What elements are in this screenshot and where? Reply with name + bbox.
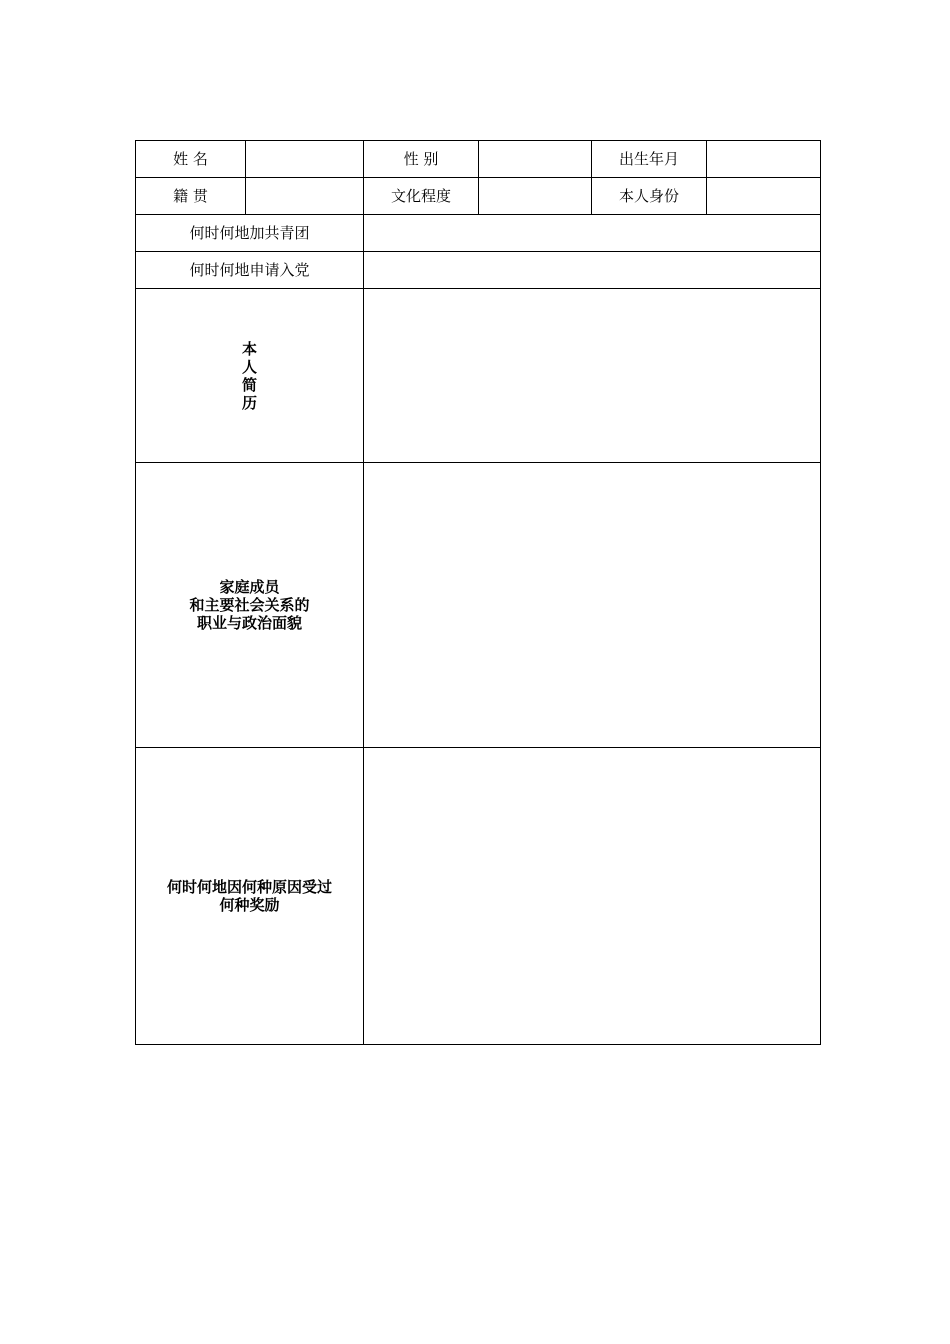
form-row-resume — [136, 289, 821, 463]
resume-field[interactable] — [364, 289, 821, 463]
family-label-line-1: 家庭成员 — [219, 578, 280, 596]
form-row-awards — [136, 748, 821, 1045]
league-join-label: 何时何地加共青团 — [136, 215, 364, 252]
identity-label: 本人身份 — [592, 178, 707, 215]
gender-label: 性 别 — [364, 141, 479, 178]
name-label: 姓 名 — [136, 141, 246, 178]
form-row-league — [136, 215, 821, 252]
family-label-line-3: 职业与政治面貌 — [196, 614, 302, 632]
education-label: 文化程度 — [364, 178, 479, 215]
birth-date-field[interactable] — [707, 141, 821, 178]
birth-date-label: 出生年月 — [592, 141, 707, 178]
family-label-cell — [136, 463, 364, 748]
party-application-label: 何时何地申请入党 — [136, 252, 364, 289]
native-place-label: 籍 贯 — [136, 178, 246, 215]
gender-field[interactable] — [479, 141, 592, 178]
name-field[interactable] — [246, 141, 364, 178]
identity-field[interactable] — [707, 178, 821, 215]
form-row-basic-1 — [136, 141, 821, 178]
party-application-field[interactable] — [364, 252, 821, 289]
application-form-table — [135, 140, 821, 1045]
family-field[interactable] — [364, 463, 821, 748]
education-field[interactable] — [479, 178, 592, 215]
native-place-field[interactable] — [246, 178, 364, 215]
awards-label-line-2: 何种奖励 — [219, 896, 280, 914]
awards-label-cell — [136, 748, 364, 1045]
resume-label-cell — [136, 289, 364, 463]
resume-label: 本人简历 — [241, 339, 257, 412]
league-join-field[interactable] — [364, 215, 821, 252]
form-row-basic-2 — [136, 178, 821, 215]
form-row-party — [136, 252, 821, 289]
awards-label-line-1: 何时何地因何种原因受过 — [166, 878, 332, 896]
family-label-line-2: 和主要社会关系的 — [189, 596, 310, 614]
awards-field[interactable] — [364, 748, 821, 1045]
form-row-family — [136, 463, 821, 748]
